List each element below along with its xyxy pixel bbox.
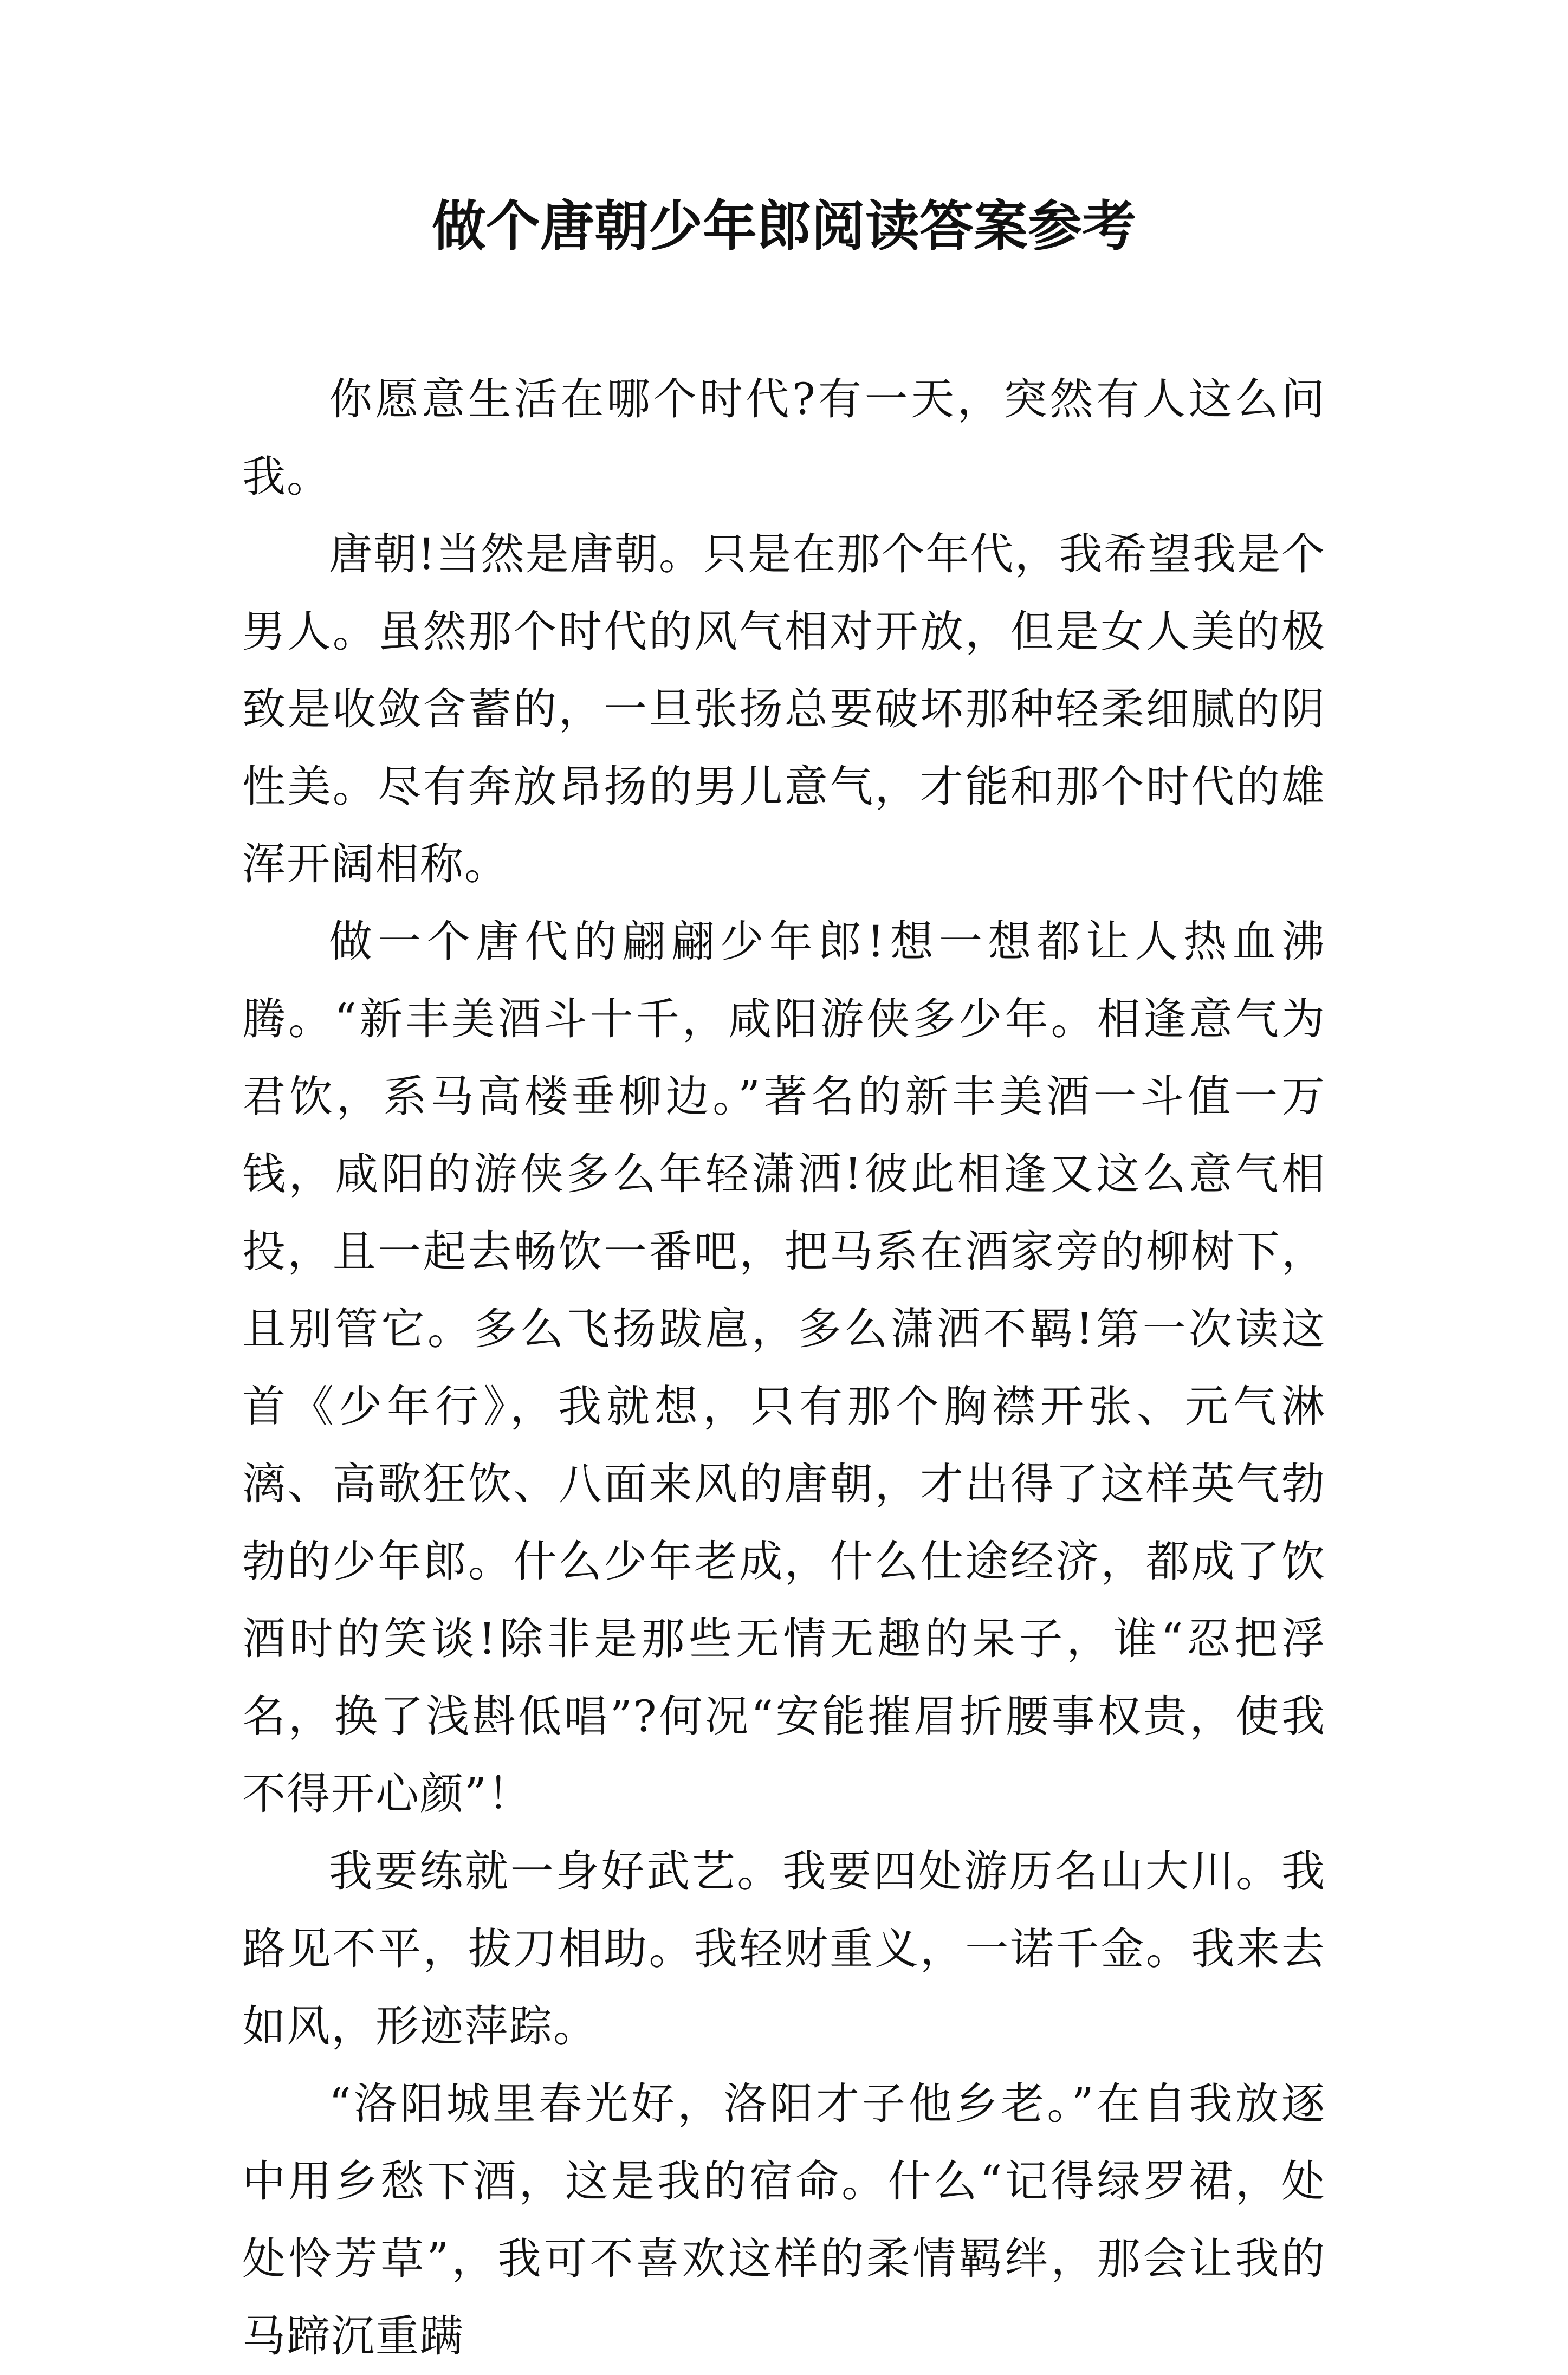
paragraph: 你愿意生活在哪个时代?有一天，突然有人这么问我。 [242, 374, 1326, 502]
document-body [242, 360, 1326, 2375]
document-title: 做个唐朝少年郎阅读答案参考 [432, 195, 1136, 258]
paragraph: 唐朝!当然是唐朝。只是在那个年代，我希望我是个男人。虽然那个时代的风气相对开放，但是女人美的极致是收敛含蓄的，一旦张扬总要破坏那种轻柔细腻的阴性美。尽有奔放昂扬的男儿意气，才能和那个时代的雄浑开阔相称。 [242, 529, 1326, 889]
paragraph: 我要练就一身好武艺。我要四处游历名山大川。我路见不平，拔刀相助。我轻财重义，一诺千金。我来去如风，形迹萍踪。 [242, 1846, 1326, 2052]
paragraph: 做一个唐代的翩翩少年郎!想一想都让人热血沸腾。“新丰美酒斗十千，咸阳游侠多少年。相逢意气为君饮，系马高楼垂柳边。”著名的新丰美酒一斗值一万钱，咸阳的游侠多么年轻潇洒!彼此相逢又这么意气相投，且一起去畅饮一番吧，把马系在酒家旁的柳树下，且别管它。多么飞扬跋扈，多么潇洒不羁!第一次读这首《少年行》，我就想，只有那个胸襟开张、元气淋漓、高歌狂饮、八面来风的唐朝，才出得了这样英气勃勃的少年郎。什么少年老成，什么仕途经济，都成了饮酒时的笑谈!除非是那些无情无趣的呆子，谁“忍把浮名，换了浅斟低唱”?何况“安能摧眉折腰事权贵，使我不得开心颜”！ [242, 916, 1326, 1819]
paragraph: “洛阳城里春光好，洛阳才子他乡老。”在自我放逐中用乡愁下酒，这是我的宿命。什么“记得绿罗裙，处处怜芳草”，我可不喜欢这样的柔情羁绊，那会让我的马蹄沉重蹒 [242, 2079, 1326, 2361]
